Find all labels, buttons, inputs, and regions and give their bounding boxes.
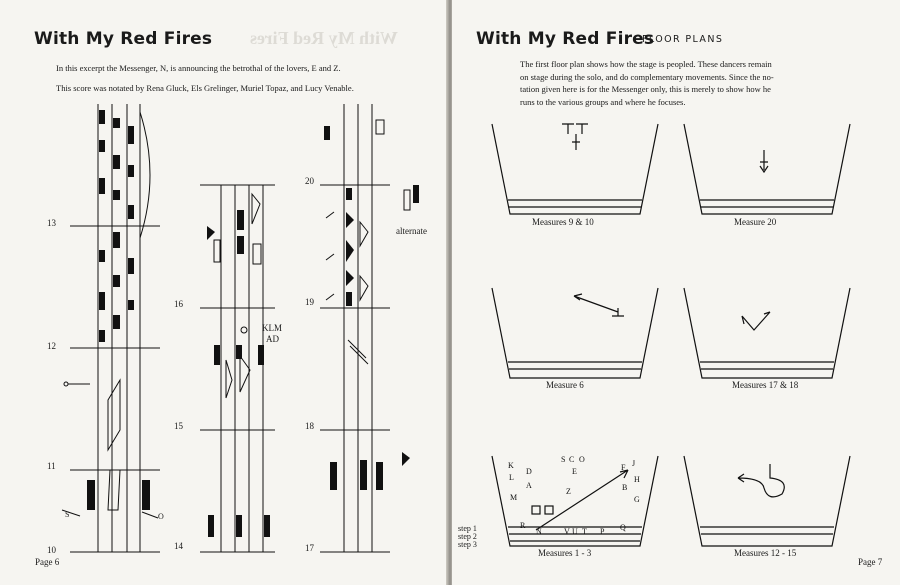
svg-text:C: C xyxy=(569,455,575,464)
step-label: step 1 xyxy=(458,524,477,533)
svg-text:G: G xyxy=(634,495,640,504)
measure-number: 16 xyxy=(174,299,183,309)
floor-plan-caption: Measure 20 xyxy=(734,217,777,227)
right-page xyxy=(452,0,900,585)
paragraph-line: runs to the various groups and where he focuses. xyxy=(520,96,686,107)
svg-text:A: A xyxy=(526,481,532,490)
left-page-title: With My Red Fires xyxy=(34,29,213,49)
ad-label: AD xyxy=(266,334,279,344)
o-label: O xyxy=(158,512,164,521)
svg-text:R: R xyxy=(520,521,526,530)
score-staff-1-symbols xyxy=(87,110,150,510)
floor-plan-caption: Measures 9 & 10 xyxy=(532,217,594,227)
step-label: step 2 xyxy=(458,532,477,541)
score-staff-3-outlines xyxy=(326,120,410,364)
stage-plan-measure-20 xyxy=(684,124,850,214)
measure-number: 18 xyxy=(305,421,314,431)
svg-text:J: J xyxy=(632,459,636,468)
svg-text:E: E xyxy=(572,467,577,476)
s-label: S xyxy=(65,510,70,519)
page-number: Page 6 xyxy=(35,557,60,567)
stage-plan-measure-6 xyxy=(492,288,658,378)
floor-plan-caption: Measures 1 - 3 xyxy=(538,548,592,558)
measure-number: 20 xyxy=(305,176,314,186)
measure-number: 10 xyxy=(47,545,56,555)
right-page-title: With My Red Fires xyxy=(476,29,655,49)
floor-plan-caption: Measure 6 xyxy=(546,380,584,390)
stage-plan-measures-9-10 xyxy=(492,124,658,214)
svg-text:U: U xyxy=(572,527,578,536)
measure-number: 17 xyxy=(305,543,314,553)
svg-text:V: V xyxy=(564,527,570,536)
svg-text:N: N xyxy=(536,527,542,536)
svg-text:T: T xyxy=(582,527,587,536)
measure-number: 11 xyxy=(47,461,56,471)
svg-text:H: H xyxy=(634,475,640,484)
measure-number: 13 xyxy=(47,218,56,228)
show-through-text: With My Red Fires xyxy=(250,28,398,48)
paragraph-line: tation given here is for the Messenger only, this is merely to show how he xyxy=(520,84,771,94)
svg-text:P: P xyxy=(600,527,605,536)
svg-text:Z: Z xyxy=(566,487,571,496)
floor-plan-caption: Measures 12 - 15 xyxy=(734,548,797,558)
intro-line-2: This score was notated by Rena Gluck, Els Grelinger, Muriel Topaz, and Lucy Venable. xyxy=(56,83,354,93)
stage-plan-measures-17-18 xyxy=(684,288,850,378)
stage-plan-measures-12-15 xyxy=(684,456,850,546)
svg-text:D: D xyxy=(526,467,532,476)
floor-plan-caption: Measures 17 & 18 xyxy=(732,380,799,390)
measure-number: 19 xyxy=(305,297,314,307)
page-number: Page 7 xyxy=(858,557,883,567)
measure-number: 12 xyxy=(47,341,56,351)
alternate-label: alternate xyxy=(396,226,427,236)
paragraph-line: on stage during the solo, and do complementary movements. Since the no- xyxy=(520,71,774,82)
labanotation-score xyxy=(0,0,448,585)
paragraph-line: The first floor plan shows how the stage is peopled. These dancers remain xyxy=(520,59,772,69)
svg-text:Q: Q xyxy=(620,523,626,532)
svg-text:L: L xyxy=(509,473,514,482)
svg-text:F: F xyxy=(621,463,626,472)
dancer-labels xyxy=(508,455,640,536)
klm-label: KLM xyxy=(262,323,282,333)
svg-text:K: K xyxy=(508,461,514,470)
measure-number: 14 xyxy=(174,541,183,551)
floor-plans-heading: FLOOR PLANS xyxy=(642,34,724,45)
measure-number: 15 xyxy=(174,421,183,431)
floor-plan-diagrams xyxy=(452,0,900,585)
svg-text:M: M xyxy=(510,493,518,502)
intro-line-1: In this excerpt the Messenger, N, is announcing the betrothal of the lovers, E and Z. xyxy=(56,63,341,73)
step-label: step 3 xyxy=(458,540,477,549)
svg-text:O: O xyxy=(579,455,585,464)
svg-text:S: S xyxy=(561,455,566,464)
svg-text:B: B xyxy=(622,483,628,492)
score-staff-1-curve xyxy=(62,112,158,518)
left-page xyxy=(0,0,448,585)
